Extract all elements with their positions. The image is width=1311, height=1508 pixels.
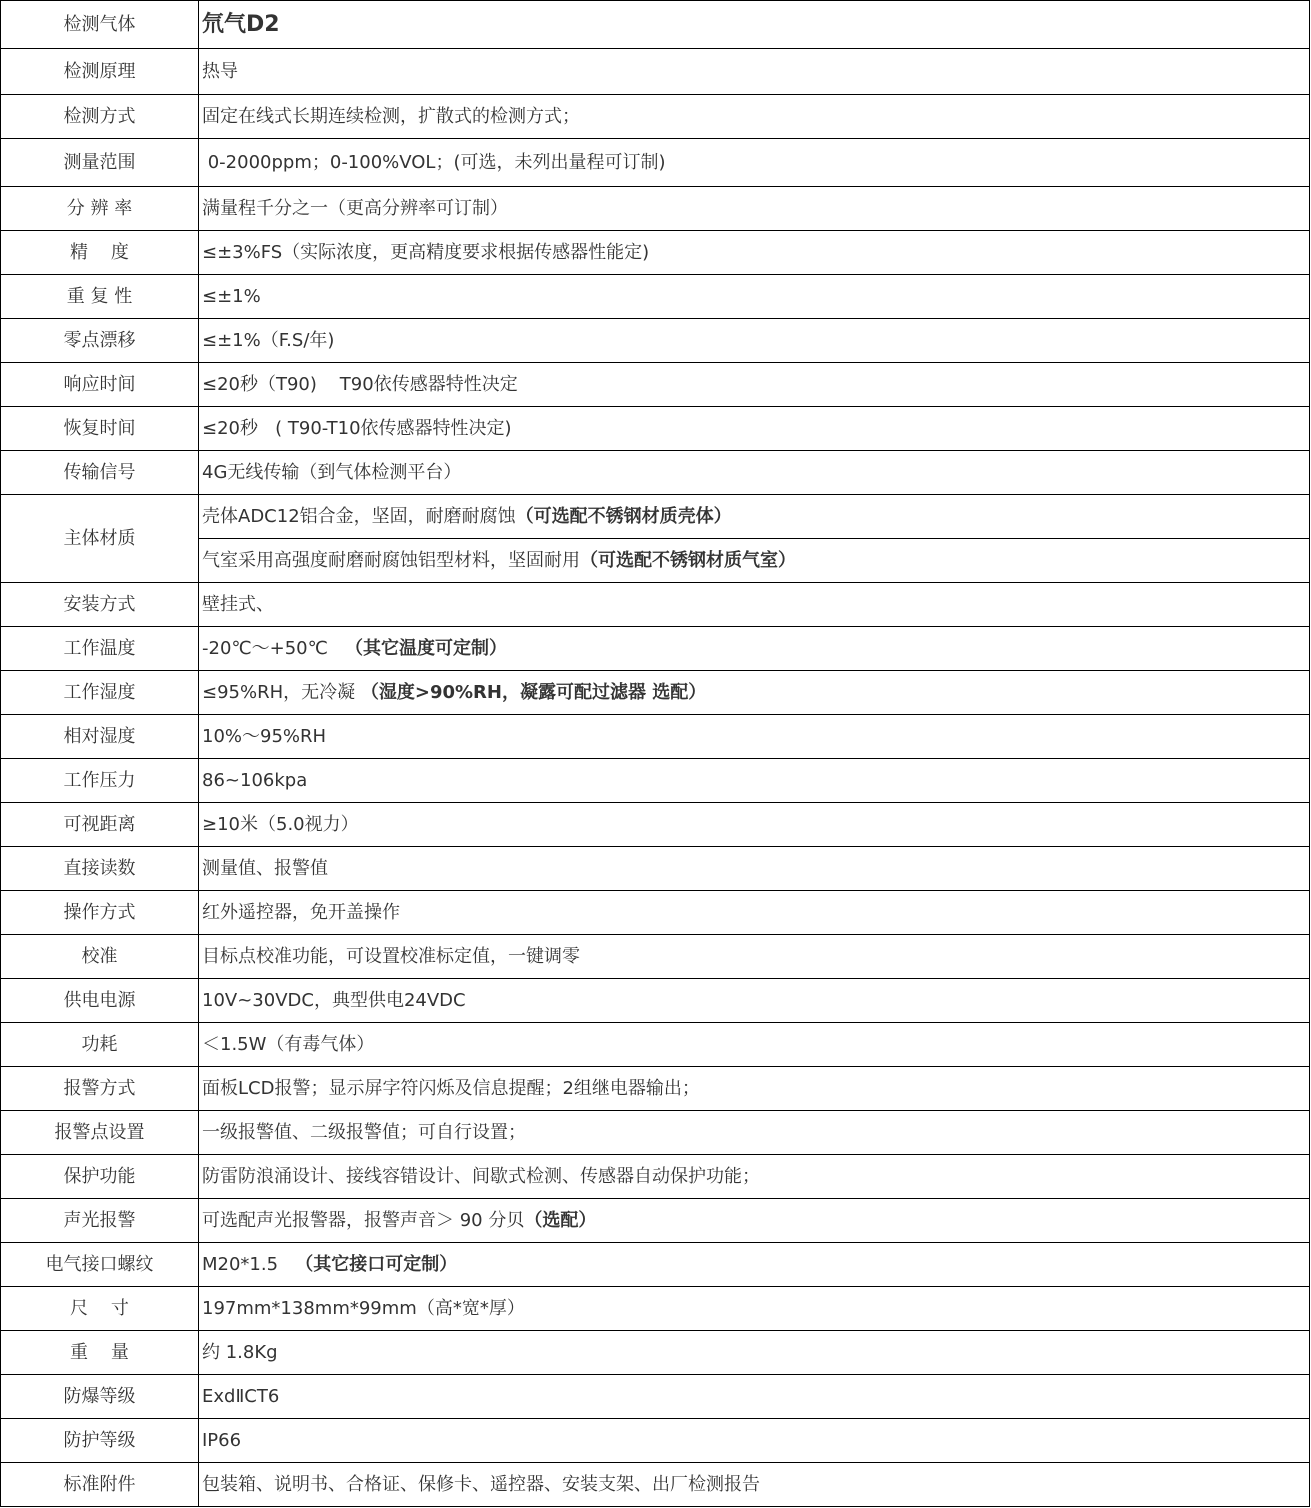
row-value: 10%～95%RH bbox=[199, 715, 1310, 759]
table-row bbox=[1, 1023, 1310, 1067]
row-label: 传输信号 bbox=[1, 451, 199, 495]
row-value: 满量程千分之一（更高分辨率可订制） bbox=[199, 187, 1310, 231]
row-label: 报警方式 bbox=[1, 1067, 199, 1111]
row-label: 重 量 bbox=[1, 1331, 199, 1375]
table-row bbox=[1, 1155, 1310, 1199]
row-label: 工作温度 bbox=[1, 627, 199, 671]
row-label: 检测气体 bbox=[1, 1, 199, 49]
table-row bbox=[1, 231, 1310, 275]
row-value: 固定在线式长期连续检测，扩散式的检测方式； bbox=[199, 95, 1310, 139]
row-label: 报警点设置 bbox=[1, 1111, 199, 1155]
row-label: 工作湿度 bbox=[1, 671, 199, 715]
row-label: 主体材质 bbox=[1, 495, 199, 583]
row-label: 精 度 bbox=[1, 231, 199, 275]
table-row bbox=[1, 1331, 1310, 1375]
row-value: ExdⅡCT6 bbox=[199, 1375, 1310, 1419]
table-row bbox=[1, 495, 1310, 539]
row-value: 0-2000ppm；0-100%VOL；(可选，未列出量程可订制) bbox=[199, 139, 1310, 187]
row-emphasis: （湿度>90%RH，凝露可配过滤器 选配） bbox=[360, 681, 707, 703]
row-value: IP66 bbox=[199, 1419, 1310, 1463]
row-label: 防爆等级 bbox=[1, 1375, 199, 1419]
row-value: 气室采用高强度耐磨耐腐蚀铝型材料，坚固耐用（可选配不锈钢材质气室） bbox=[199, 539, 1310, 583]
row-label: 尺 寸 bbox=[1, 1287, 199, 1331]
table-row bbox=[1, 451, 1310, 495]
row-label: 相对湿度 bbox=[1, 715, 199, 759]
table-row bbox=[1, 1287, 1310, 1331]
row-value: 面板LCD报警；显示屏字符闪烁及信息提醒；2组继电器输出； bbox=[199, 1067, 1310, 1111]
row-label: 安装方式 bbox=[1, 583, 199, 627]
table-row bbox=[1, 319, 1310, 363]
table-row bbox=[1, 49, 1310, 95]
row-value: 包装箱、说明书、合格证、保修卡、遥控器、安装支架、出厂检测报告 bbox=[199, 1463, 1310, 1507]
row-value: 热导 bbox=[199, 49, 1310, 95]
row-label: 响应时间 bbox=[1, 363, 199, 407]
table-row bbox=[1, 407, 1310, 451]
table-row bbox=[1, 979, 1310, 1023]
table-row bbox=[1, 759, 1310, 803]
row-label: 零点漂移 bbox=[1, 319, 199, 363]
table-row bbox=[1, 715, 1310, 759]
table-row bbox=[1, 95, 1310, 139]
row-value: 197mm*138mm*99mm（高*宽*厚） bbox=[199, 1287, 1310, 1331]
row-label: 电气接口螺纹 bbox=[1, 1243, 199, 1287]
row-value: 可选配声光报警器，报警声音＞ 90 分贝（选配） bbox=[199, 1199, 1310, 1243]
row-value: 防雷防浪涌设计、接线容错设计、间歇式检测、传感器自动保护功能； bbox=[199, 1155, 1310, 1199]
row-label: 恢复时间 bbox=[1, 407, 199, 451]
row-value: ≤20秒 ( T90-T10依传感器特性决定) bbox=[199, 407, 1310, 451]
row-value: 4G无线传输（到气体检测平台） bbox=[199, 451, 1310, 495]
table-row bbox=[1, 1199, 1310, 1243]
row-label: 供电电源 bbox=[1, 979, 199, 1023]
table-row bbox=[1, 583, 1310, 627]
row-value: 壁挂式、 bbox=[199, 583, 1310, 627]
row-label: 测量范围 bbox=[1, 139, 199, 187]
row-label: 重 复 性 bbox=[1, 275, 199, 319]
row-label: 声光报警 bbox=[1, 1199, 199, 1243]
table-row bbox=[1, 847, 1310, 891]
row-value: 红外遥控器，免开盖操作 bbox=[199, 891, 1310, 935]
table-row bbox=[1, 1419, 1310, 1463]
row-value: ≤95%RH，无冷凝 （湿度>90%RH，凝露可配过滤器 选配） bbox=[199, 671, 1310, 715]
row-label: 标准附件 bbox=[1, 1463, 199, 1507]
table-row bbox=[1, 627, 1310, 671]
table-row bbox=[1, 363, 1310, 407]
row-value: 氘气D2 bbox=[199, 1, 1310, 49]
row-label: 工作压力 bbox=[1, 759, 199, 803]
row-value: ≤20秒（T90) T90依传感器特性决定 bbox=[199, 363, 1310, 407]
row-label: 分 辨 率 bbox=[1, 187, 199, 231]
table-row bbox=[1, 935, 1310, 979]
row-label: 保护功能 bbox=[1, 1155, 199, 1199]
table-row bbox=[1, 891, 1310, 935]
row-value: 一级报警值、二级报警值；可自行设置； bbox=[199, 1111, 1310, 1155]
row-label: 操作方式 bbox=[1, 891, 199, 935]
row-label: 防护等级 bbox=[1, 1419, 199, 1463]
row-label: 功耗 bbox=[1, 1023, 199, 1067]
table-row bbox=[1, 1375, 1310, 1419]
table-row bbox=[1, 803, 1310, 847]
row-value: M20*1.5 （其它接口可定制） bbox=[199, 1243, 1310, 1287]
row-value: 测量值、报警值 bbox=[199, 847, 1310, 891]
row-value: -20℃～+50℃ （其它温度可定制） bbox=[199, 627, 1310, 671]
row-value: ≤±1%（F.S/年) bbox=[199, 319, 1310, 363]
row-value: 86~106kpa bbox=[199, 759, 1310, 803]
row-value: 壳体ADC12铝合金，坚固，耐磨耐腐蚀（可选配不锈钢材质壳体） bbox=[199, 495, 1310, 539]
row-value: ＜1.5W（有毒气体） bbox=[199, 1023, 1310, 1067]
table-row bbox=[1, 275, 1310, 319]
table-row bbox=[1, 1463, 1310, 1507]
row-label: 检测原理 bbox=[1, 49, 199, 95]
table-row bbox=[1, 1243, 1310, 1287]
row-emphasis: （选配） bbox=[524, 1209, 597, 1231]
row-emphasis: （其它温度可定制） bbox=[344, 637, 507, 659]
table-row bbox=[1, 671, 1310, 715]
row-label: 可视距离 bbox=[1, 803, 199, 847]
row-emphasis: （其它接口可定制） bbox=[295, 1253, 458, 1275]
row-value: ≤±3%FS（实际浓度，更高精度要求根据传感器性能定) bbox=[199, 231, 1310, 275]
row-emphasis: （可选配不锈钢材质壳体） bbox=[515, 505, 732, 527]
table-row bbox=[1, 187, 1310, 231]
row-value: 10V~30VDC，典型供电24VDC bbox=[199, 979, 1310, 1023]
row-label: 检测方式 bbox=[1, 95, 199, 139]
row-value: 目标点校准功能，可设置校准标定值，一键调零 bbox=[199, 935, 1310, 979]
table-row bbox=[1, 1, 1310, 49]
row-value: ≥10米（5.0视力） bbox=[199, 803, 1310, 847]
row-label: 直接读数 bbox=[1, 847, 199, 891]
row-value: ≤±1% bbox=[199, 275, 1310, 319]
row-label: 校准 bbox=[1, 935, 199, 979]
row-value: 约 1.8Kg bbox=[199, 1331, 1310, 1375]
table-row bbox=[1, 1111, 1310, 1155]
table-row bbox=[1, 1067, 1310, 1111]
table-row bbox=[1, 139, 1310, 187]
row-emphasis: （可选配不锈钢材质气室） bbox=[580, 549, 796, 571]
